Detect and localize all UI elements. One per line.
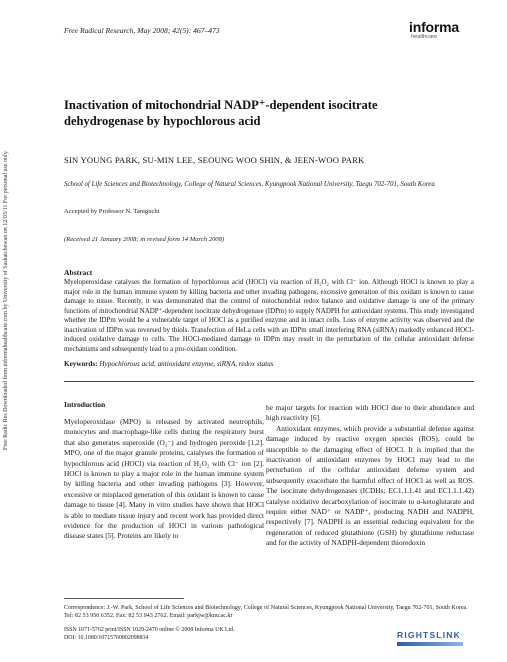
received-dates: (Received 21 January 2008; in revised form 14 March 2008) bbox=[64, 236, 225, 243]
keywords-values: Hypochlorous acid, antioxidant enzyme, siRNA, redox status bbox=[99, 360, 274, 368]
journal-reference: Free Radical Research, May 2008; 42(5): 467–473 bbox=[64, 26, 220, 35]
footnote-divider bbox=[64, 598, 184, 599]
author-affiliation: School of Life Sciences and Biotechnology, College of Natural Sciences, Kyungpook National University, Taegu 702-701, South Korea bbox=[64, 181, 435, 188]
doi-line: DOI: 10.1080/10715760802098834 bbox=[64, 634, 149, 641]
introduction-heading: Introduction bbox=[64, 400, 106, 409]
publisher-sub: healthcare bbox=[411, 34, 438, 40]
keywords-label: Keywords: bbox=[64, 360, 98, 368]
correspondence-note: Correspondence: J.-W. Park, School of Life Sciences and Biotechnology, College of Natural Sciences, Kyungpook National University, Taegu 702-701, South Korea. Tel: 82 53 950 6352. Fax: 82 53 943 2762. Email: parkjw@knu.ac.kr bbox=[64, 605, 468, 619]
issn-block bbox=[64, 627, 235, 642]
keywords-line bbox=[64, 360, 474, 368]
intro-right-column bbox=[266, 403, 474, 549]
abstract-text: Myeloperoxidase catalyses the formation of hypochlorous acid (HOCl) via reaction of H₂O₂ with Cl⁻ ion. Although HOCl is known to play a major role in the human immune system by killing bacteria and other invading pathogens, excessive generation of this oxidant is known to cause damage to tissue. Recently, it was demonstrated that the control of mitochondrial redox balance and oxidative damage is one of the primary functions of mitochondrial NADP⁺-dependent isocitrate dehydrogenase (IDPm) to supply NADPH for antioxidant systems. This study investigated whether the IDPm would be a vulnerable target of HOCl as a purified enzyme and in intact cells. Loss of enzyme activity was observed and the inactivation of IDPm was reversed by thiols. Transfection of HeLa cells with an IDPm small interfering RNA (siRNA) markedly enhanced HOCl-induced oxidative damage to cells. The HOCl-mediated damage to IDPm may result in the perturbation of the cellular antioxidant defense mechanisms and subsequently lead to a pro-oxidant condition. bbox=[64, 278, 474, 353]
intro-right-paragraph-2: Antioxidant enzymes, which provide a substantial defense against damage induced by reactive oxygen species (ROS), could be susceptible to the damaging effect of HOCl. It is implied that the inactivation of antioxidant enzymes by HOCl may lead to the perturbation of the cellular antioxidant defense system and subsequently exacerbate the harmful effect of HOCl as well as ROS. The isocitrate dehydrogenases (ICDHs; EC1.1.1.41 and EC1.1.1.42) catalyse oxidative decarboxylation of isocitrate to α-ketoglutarate and require either NAD⁺ or NADP⁺, producing NADH and NADPH, respectively [7]. NADPH is an essential reducing equivalent for the regeneration of reduced glutathione (GSH) by glutathione reductase and for the activity of NADPH-dependent thioredoxin bbox=[266, 423, 474, 548]
download-watermark: Free Radic Res Downloaded from informahealthcare.com by University of Saskatchewan on 12/03/11 For personal use only. bbox=[3, 150, 9, 450]
abstract-heading: Abstract bbox=[64, 268, 93, 277]
publisher-brand: informa bbox=[409, 19, 459, 35]
intro-left-column bbox=[64, 417, 264, 542]
rightslink-logo[interactable] bbox=[397, 630, 463, 646]
accepted-by: Accepted by Professor N. Taniguchi bbox=[64, 208, 160, 215]
publisher-logo bbox=[409, 20, 459, 41]
rightslink-bar bbox=[397, 642, 463, 646]
section-divider bbox=[64, 381, 474, 382]
article-title: Inactivation of mitochondrial NADP⁺-dependent isocitrate dehydrogenase by hypochlorous acid bbox=[64, 98, 378, 128]
intro-left-paragraph: Myeloperoxidase (MPO) is released by activated neutrophils, monocytes and macrophage-like cells during the respiratory burst that also generates superoxide (O₂⁻) and hydrogen peroxide [1,2]. MPO, one of the major granule proteins, catalyses the formation of hypochlorous acid (HOCl) via reaction of H₂O₂ with Cl⁻ ion [2]. HOCl is known to play a major role in the human immune system by killing bacteria and other invading pathogens [3]. However, excessive or misplaced generation of this oxidant is known to cause damage to tissue [4]. Many in vitro studies have shown that HOCl is able to mediate tissue injury and recent work has provided direct evidence for the production of HOCl in various pathological disease states [5]. Proteins are likely to bbox=[64, 417, 264, 541]
intro-right-paragraph-1: be major targets for reaction with HOCl due to their abundance and high reactivity [6]. bbox=[266, 403, 474, 423]
issn-line: ISSN 1071-5762 print/ISSN 1029-2470 online © 2008 Informa UK Ltd. bbox=[64, 627, 235, 633]
article-authors: SIN YOUNG PARK, SU-MIN LEE, SEOUNG WOO SHIN, & JEEN-WOO PARK bbox=[64, 155, 365, 165]
rightslink-text: RIGHTSLINK bbox=[397, 630, 461, 640]
